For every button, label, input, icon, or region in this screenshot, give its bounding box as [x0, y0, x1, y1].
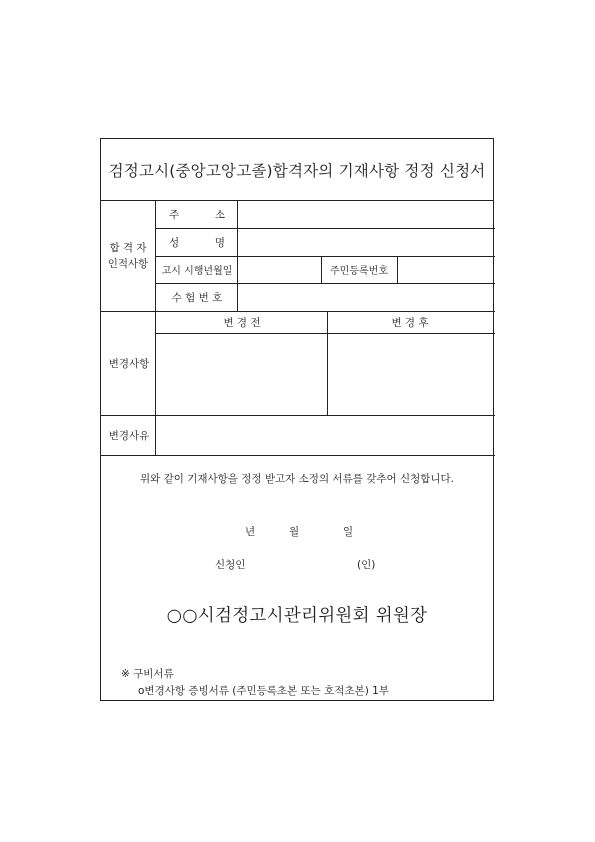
divider — [155, 201, 156, 455]
exam-date-field[interactable] — [237, 256, 321, 283]
date-month: 월 — [289, 526, 300, 538]
application-form — [100, 138, 494, 701]
reason-field[interactable] — [157, 415, 493, 455]
applicant-label-line1: 합 격 자 — [109, 242, 147, 254]
divider — [101, 415, 495, 416]
name-label: 성 명 — [169, 236, 225, 249]
divider — [155, 283, 495, 284]
reason-section-label: 변경사유 — [108, 429, 150, 442]
change-section-label: 변경사항 — [108, 357, 150, 370]
address-label: 주 소 — [169, 209, 225, 221]
before-change-field[interactable] — [157, 333, 327, 415]
exam-number-label: 수 험 번 호 — [171, 291, 223, 304]
applicant-label-line2: 인적사항 — [107, 258, 149, 270]
before-change-header: 변 경 전 — [223, 316, 261, 329]
address-field[interactable] — [237, 201, 493, 228]
applicant-section-label — [101, 201, 155, 311]
exam-date-label: 고시 시행년월일 — [161, 266, 233, 277]
divider — [101, 311, 495, 312]
divider — [321, 256, 322, 283]
divider — [155, 228, 495, 229]
date-day: 일 — [343, 526, 354, 538]
required-documents-item: o변경사항 증빙서류 (주민등록초본 또는 호적초본) 1부 — [138, 685, 389, 697]
divider — [155, 256, 495, 257]
resident-number-label: 주민등록번호 — [330, 266, 388, 277]
applicant-label: 신청인 — [215, 559, 246, 571]
declaration-text: 위와 같이 기재사항을 정정 받고자 소정의 서류를 갖추어 신청합니다. — [139, 473, 455, 485]
divider — [155, 333, 495, 334]
divider — [327, 311, 328, 415]
resident-number-field[interactable] — [397, 256, 493, 283]
date-year: 년 — [245, 526, 256, 538]
divider — [237, 201, 238, 311]
after-change-field[interactable] — [327, 333, 493, 415]
divider — [101, 455, 495, 456]
divider — [397, 256, 398, 283]
applicant-signature-field[interactable] — [261, 553, 355, 573]
after-change-header: 변 경 후 — [391, 316, 429, 329]
exam-number-field[interactable] — [237, 283, 493, 311]
form-title: 검정고시(중앙고앙고졸)합격자의 기재사항 정정 신청서 — [101, 139, 493, 201]
seal-mark: (인) — [357, 559, 376, 571]
name-field[interactable] — [237, 228, 493, 256]
required-documents-heading: ※ 구비서류 — [121, 668, 174, 680]
authority-title: ○○시검정고시관리위원회 위원장 — [166, 606, 428, 626]
